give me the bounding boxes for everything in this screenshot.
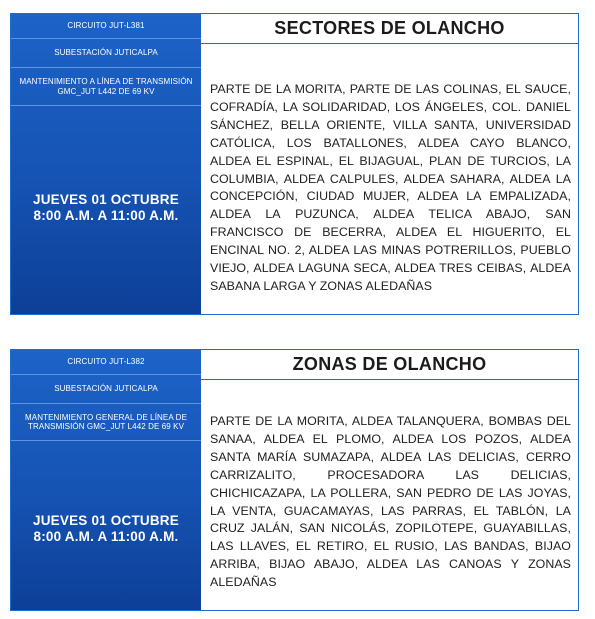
schedule-date: JUEVES 01 OCTUBRE [33, 192, 179, 207]
info-panel [11, 14, 201, 314]
schedule-time: 8:00 A.M. A 11:00 A.M. [33, 208, 179, 223]
schedule [11, 513, 201, 545]
affected-areas: PARTE DE LA MORITA, PARTE DE LAS COLINAS, EL SAUCE, COFRADÍA, LA SOLIDARIDAD, LOS ÁNGELES, COL. DANIEL SÁNCHEZ, BELLA ORIENTE, VILLA SANTA, UNIVERSIDAD CATÓLICA, LOS BATALLONES, ALDEA CAYO BLANCO, ALDEA EL ESPINAL, EL BIJAGUAL, PLAN DE TURCIOS, LA COLUMBIA, ALDEA CALPULES, ALDEA SAHARA, ALDEA LA CONCEPCIÓN, CIUDAD MUJER, ALDEA LA EMPALIZADA, ALDEA LA PUZUNCA, ALDEA TELICA ABAJO, SAN FRANCISCO DE BECERRA, ALDEA EL HIGUERITO, EL ENCINAL NO. 2, ALDEA LAS MINAS POTRERILLOS, PUEBLO VIEJO, ALDEA LAGUNA SECA, ALDEA TRES CEIBAS, ALDEA SABANA LARGA Y ZONAS ALEDAÑAS [210, 82, 571, 293]
schedule [11, 192, 201, 224]
substation-label: SUBESTACIÓN JUTICALPA [11, 39, 201, 68]
info-panel [11, 350, 201, 610]
circuit-label: CIRCUITO JUT-L381 [11, 14, 201, 39]
schedule-time: 8:00 A.M. A 11:00 A.M. [33, 529, 179, 544]
card-title: SECTORES DE OLANCHO [201, 14, 578, 44]
substation-label: SUBESTACIÓN JUTICALPA [11, 375, 201, 404]
card-title: ZONAS DE OLANCHO [201, 350, 578, 380]
outage-card-2 [10, 349, 579, 611]
schedule-date: JUEVES 01 OCTUBRE [33, 513, 179, 528]
circuit-label: CIRCUITO JUT-L382 [11, 350, 201, 375]
affected-areas: PARTE DE LA MORITA, ALDEA TALANQUERA, BOMBAS DEL SANAA, ALDEA EL PLOMO, ALDEA LOS POZOS, ALDEA SANTA MARÍA SUMAZAPA, ALDEA LAS DELICIAS, CERRO CARRIZALITO, PROCESADORA LAS DELICIAS, CHICHICAZAPA, LA POLLERA, SAN PEDRO DE LAS JOYAS, LA VENTA, GUACAMAYAS, LAS PARRAS, EL TABLÓN, LA CRUZ JALÁN, SAN NICOLÁS, ZOPILOTEPE, GUAYABILLAS, LAS LLAVES, EL RETIRO, EL RUSIO, LAS BANDAS, BIJAO ARRIBA, BIJAO ABAJO, ALDEA LAS CANOAS Y ZONAS ALEDAÑAS [210, 414, 571, 590]
outage-card-1 [10, 13, 579, 315]
maintenance-label: MANTENIMIENTO GENERAL DE LÍNEA DE TRANSMISIÓN GMC_JUT L442 DE 69 KV [11, 404, 201, 441]
maintenance-label: MANTENIMIENTO A LÍNEA DE TRANSMISIÓN GMC_JUT L442 DE 69 KV [11, 68, 201, 106]
